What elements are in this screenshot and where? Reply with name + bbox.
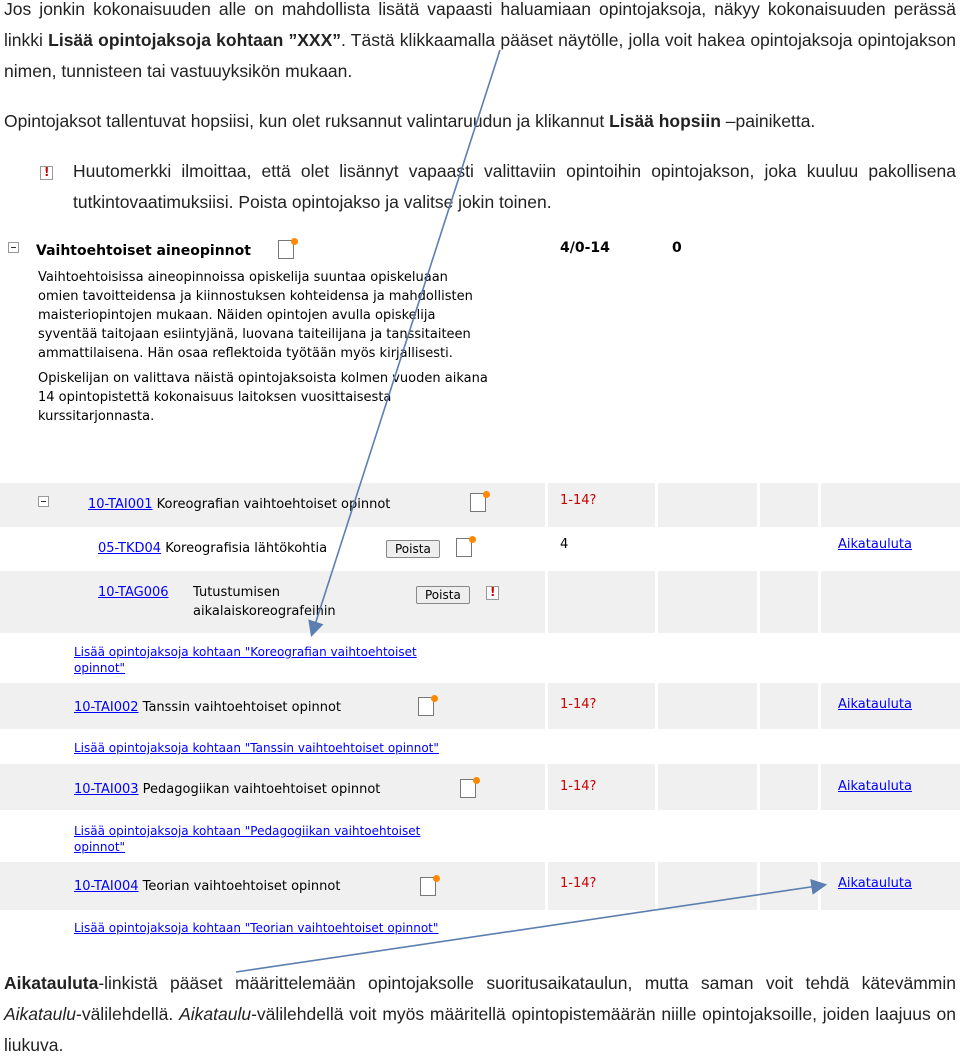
group-title: Vaihtoehtoiset aineopinnot [36,243,251,259]
remove-button[interactable]: Poista [386,540,440,558]
add-courses-link[interactable]: Lisää opintojaksoja kohtaan "Koreografian vaihtoehtoiset [74,645,417,659]
intro2-button-name: Lisää hopsiin [609,111,721,131]
intro2-text: Opintojaksot tallentuvat hopsiisi, kun olet ruksannut valintaruudun ja klikannut [4,111,610,131]
add-courses-link-cont[interactable]: opinnot" [74,661,126,675]
schedule-link[interactable]: Aikatauluta [838,697,912,712]
outro-text-a: -linkistä pääset määrittelemään opintojaksolle suoritusaikataulun, mutta saman voit tehdä kätevämmin [98,973,956,993]
course-name: Koreografisia lähtökohtia [165,541,328,556]
schedule-link[interactable]: Aikatauluta [838,779,912,794]
course-name-line2: aikalaiskoreografeihin [193,604,336,619]
course-code-link[interactable]: 10-TAI004 [74,879,139,894]
outro-bold: Aikatauluta [4,973,99,993]
outro-italic-2: Aikataulu [179,1004,252,1024]
course-name-line1: Tutustumisen [193,585,280,600]
intro-paragraph-3: Huutomerkki ilmoittaa, että olet lisännyt vapaasti valittaviin opintoihin opintojakson, joka kuuluu pakollisena tutkintovaatimuksiisi. Poista opintojakso ja valitse jokin toinen. [73,161,956,212]
course-credits: 1-14? [560,876,597,891]
group-count: 0 [672,240,682,256]
intro-link-name: Lisää opintojaksoja kohtaan ”XXX” [48,30,342,50]
course-credits: 4 [560,537,569,552]
intro2-text-end: –painiketta. [720,111,816,131]
remove-button[interactable]: Poista [416,586,470,604]
course-name: Pedagogiikan vaihtoehtoiset opinnot [142,782,381,797]
course-name: Tanssin vaihtoehtoiset opinnot [142,700,341,715]
course-code-link[interactable]: 10-TAG006 [98,585,169,600]
intro-text: Jos jonkin kokonaisuuden alle on mahdollista lisätä vapaasti haluamiaan opintojaksoja, näkyy kokonaisuuden perässä linkki [4,0,956,50]
course-credits: 1-14? [560,697,597,712]
outro-text-c: -välilehdellä voit myös määritellä opintopistemäärän niille opintojaksoille, joiden laajuus on liukuva. [4,1004,956,1055]
course-name: Teorian vaihtoehtoiset opinnot [142,879,341,894]
add-courses-link[interactable]: Lisää opintojaksoja kohtaan "Teorian vaihtoehtoiset opinnot" [74,921,439,935]
schedule-link[interactable]: Aikatauluta [838,876,912,891]
arrow-to-add-link [312,50,500,634]
course-code-link[interactable]: 10-TAI001 [88,497,153,512]
schedule-link[interactable]: Aikatauluta [838,537,912,552]
add-courses-link[interactable]: Lisää opintojaksoja kohtaan "Pedagogiikan vaihtoehtoiset [74,824,421,838]
course-code-link[interactable]: 10-TAI003 [74,782,139,797]
outro-paragraph [4,968,956,1061]
arrow-to-schedule-link [236,885,824,972]
intro-text-end: . Tästä klikkaamalla pääset näytölle, jolla voit hakea opintojaksoja opintojakson nimen, tunnisteen tai vastuuyksikön mukaan. [4,30,956,81]
course-code-link[interactable]: 10-TAI002 [74,700,139,715]
description-paragraph-2: Opiskelijan on valittava näistä opintojaksoista kolmen vuoden aikana 14 opintopistettä kokonaisuus laitoksen vuosittaisesta kurssitarjonnasta. [38,371,488,424]
course-name: Koreografian vaihtoehtoiset opinnot [156,497,391,512]
course-code-link[interactable]: 05-TKD04 [98,541,162,556]
course-credits: 1-14? [560,493,597,508]
outro-text-b: -välilehdellä. [76,1004,180,1024]
add-courses-link-cont[interactable]: opinnot" [74,840,126,854]
group-credits: 4/0-14 [560,240,610,256]
course-credits: 1-14? [560,779,597,794]
outro-italic-1: Aikataulu [4,1004,76,1024]
add-courses-link[interactable]: Lisää opintojaksoja kohtaan "Tanssin vaihtoehtoiset opinnot" [74,741,439,755]
description-paragraph-1: Vaihtoehtoisissa aineopinnoissa opiskelija suuntaa opiskeluaan omien tavoitteidensa ja kiinnostuksen kohteidensa ja mahdollisten maisteriopintojen mukaan. Näiden opintojen avulla opiskelija syventää taitojaan esiintyjänä, luovana taiteilijana ja tanssitaiteen ammattilaisena. Hän osaa reflektoida työtään myös kirjallisesti. [38,270,473,361]
